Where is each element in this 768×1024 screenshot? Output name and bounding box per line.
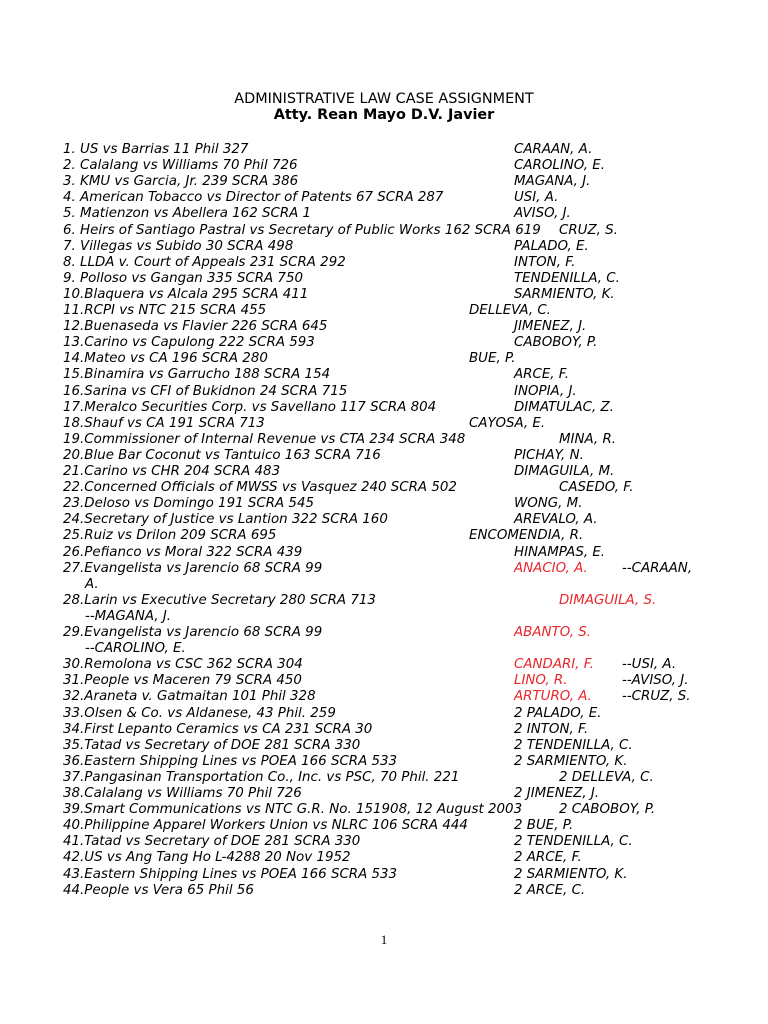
- case-row: [0, 818, 768, 834]
- new-assignee-name: ABANTO, S.: [514, 625, 591, 640]
- case-row: [0, 802, 768, 818]
- case-row: [0, 335, 768, 351]
- case-title: 27.Evangelista vs Jarencio 68 SCRA 99: [63, 560, 323, 576]
- case-row: [0, 706, 768, 722]
- case-row: [0, 303, 768, 319]
- assignee-name: 2 ARCE, C.: [514, 882, 586, 898]
- case-title: 16.Sarina vs CFI of Bukidnon 24 SCRA 715: [63, 383, 348, 399]
- assignee-name: ARCE, F.: [514, 367, 570, 383]
- case-row: [0, 367, 768, 383]
- case-row: [0, 142, 768, 158]
- assignee-name: PALADO, E.: [514, 238, 589, 254]
- assignee-name: 2 BUE, P.: [514, 818, 574, 834]
- previous-assignee-name: --CARAAN,: [622, 560, 693, 576]
- assignee-name: CARAAN, A.: [514, 142, 593, 157]
- case-title: 20.Blue Bar Coconut vs Tantuico 163 SCRA 716: [63, 447, 381, 463]
- case-row-reassigned: [0, 625, 768, 641]
- new-assignee-name: ANACIO, A.: [514, 560, 588, 576]
- case-title: 2. Calalang vs Williams 70 Phil 726: [63, 158, 298, 174]
- case-row: [0, 786, 768, 802]
- case-row: [0, 239, 768, 255]
- previous-assignee-name: --USI, A.: [622, 657, 677, 673]
- case-row: [0, 287, 768, 303]
- case-row: [0, 545, 768, 561]
- case-title: 43.Eastern Shipping Lines vs POEA 166 SCRA 533: [63, 866, 398, 882]
- case-row-reassigned: [0, 689, 768, 705]
- case-row-reassigned: [0, 673, 768, 689]
- case-title: 12.Buenaseda vs Flavier 226 SCRA 645: [63, 319, 328, 335]
- case-title: 4. American Tobacco vs Director of Patents 67 SCRA 287: [63, 190, 444, 206]
- case-title: 36.Eastern Shipping Lines vs POEA 166 SCRA 533: [63, 753, 398, 769]
- case-row: [0, 319, 768, 335]
- case-title: 14.Mateo vs CA 196 SCRA 280: [63, 351, 268, 367]
- case-row: [0, 223, 768, 239]
- new-assignee-name: ARTURO, A.: [514, 689, 592, 705]
- assignee-name: CASEDO, F.: [559, 480, 634, 496]
- assignee-name: CRUZ, S.: [559, 222, 618, 238]
- case-title: 17.Meralco Securities Corp. vs Savellano 117 SCRA 804: [63, 399, 437, 415]
- case-row-reassigned: [0, 657, 768, 673]
- document-subtitle: Atty. Rean Mayo D.V. Javier: [273, 107, 495, 123]
- case-title: 6. Heirs of Santiago Pastral vs Secretary of Public Works 162 SCRA 619: [63, 222, 541, 238]
- case-row: [0, 480, 768, 496]
- page-number: 1: [380, 932, 388, 947]
- case-row: [0, 432, 768, 448]
- assignee-name: BUE, P.: [469, 351, 516, 367]
- case-row: [0, 384, 768, 400]
- assignee-name: CAROLINO, E.: [514, 158, 606, 174]
- case-row: [0, 255, 768, 271]
- previous-assignee-name: --CAROLINO, E.: [85, 641, 186, 657]
- case-row: [0, 351, 768, 367]
- case-title: 9. Polloso vs Gangan 335 SCRA 750: [63, 270, 303, 286]
- case-row: [0, 206, 768, 222]
- assignee-name: PICHAY, N.: [514, 447, 584, 463]
- assignee-name: SARMIENTO, K.: [514, 286, 615, 302]
- assignee-name: AVISO, J.: [514, 206, 571, 222]
- case-row: [0, 464, 768, 480]
- assignee-name: DIMAGUILA, M.: [514, 464, 615, 479]
- assignee-name: JIMENEZ, J.: [514, 319, 587, 335]
- case-title: 18.Shauf vs CA 191 SCRA 713: [63, 415, 265, 431]
- new-assignee-name: CANDARI, F.: [514, 657, 594, 673]
- case-title: 8. LLDA v. Court of Appeals 231 SCRA 292: [63, 254, 346, 270]
- assignee-name: MAGANA, J.: [514, 174, 591, 190]
- case-row: [0, 738, 768, 754]
- case-title: 42.US vs Ang Tang Ho L-4288 20 Nov 1952: [63, 850, 351, 866]
- case-title: 37.Pangasinan Transportation Co., Inc. vs PSC, 70 Phil. 221: [63, 769, 460, 785]
- case-title: 30.Remolona vs CSC 362 SCRA 304: [63, 657, 303, 673]
- case-title: 5. Matienzon vs Abellera 162 SCRA 1: [63, 206, 312, 222]
- case-title: 13.Carino vs Capulong 222 SCRA 593: [63, 335, 315, 351]
- assignee-name: 2 PALADO, E.: [514, 705, 602, 721]
- assignee-name: CAYOSA, E.: [469, 415, 546, 431]
- case-row-continuation: [0, 609, 768, 625]
- case-title: 24.Secretary of Justice vs Lantion 322 SCRA 160: [63, 512, 388, 528]
- case-title: 41.Tatad vs Secretary of DOE 281 SCRA 330: [63, 834, 361, 850]
- assignee-name: ENCOMENDIA, R.: [469, 528, 584, 544]
- assignee-name: 2 INTON, F.: [514, 721, 589, 737]
- case-row: [0, 834, 768, 850]
- case-title: 10.Blaquera vs Alcala 295 SCRA 411: [63, 286, 309, 302]
- case-title: 28.Larin vs Executive Secretary 280 SCRA 713: [63, 592, 376, 608]
- case-row: [0, 496, 768, 512]
- new-assignee-name: DIMAGUILA, S.: [559, 592, 657, 608]
- case-row: [0, 174, 768, 190]
- case-title: 23.Deloso vs Domingo 191 SCRA 545: [63, 496, 314, 512]
- case-title: 40.Philippine Apparel Workers Union vs NLRC 106 SCRA 444: [63, 818, 468, 834]
- case-row: [0, 867, 768, 883]
- assignee-name: 2 DELLEVA, C.: [559, 769, 654, 785]
- previous-assignee-name: A.: [85, 576, 99, 592]
- assignee-name: WONG, M.: [514, 496, 583, 512]
- case-title: 19.Commissioner of Internal Revenue vs CTA 234 SCRA 348: [63, 431, 466, 447]
- case-row: [0, 850, 768, 866]
- case-row-continuation: [0, 577, 768, 593]
- case-title: 34.First Lepanto Ceramics vs CA 231 SCRA 30: [63, 721, 373, 737]
- assignee-name: HINAMPAS, E.: [514, 544, 606, 560]
- assignee-name: MINA, R.: [559, 431, 617, 447]
- previous-assignee-name: --AVISO, J.: [622, 673, 689, 689]
- assignee-name: DIMATULAC, Z.: [514, 399, 614, 415]
- new-assignee-name: LINO, R.: [514, 673, 568, 689]
- assignee-name: 2 CABOBOY, P.: [559, 802, 656, 818]
- document-title: ADMINISTRATIVE LAW CASE ASSIGNMENT: [234, 91, 534, 107]
- case-title: 21.Carino vs CHR 204 SCRA 483: [63, 464, 281, 479]
- case-row-reassigned: [0, 561, 768, 577]
- case-title: 3. KMU vs Garcia, Jr. 239 SCRA 386: [63, 174, 299, 190]
- assignee-name: TENDENILLA, C.: [514, 270, 620, 286]
- assignee-name: 2 ARCE, F.: [514, 850, 582, 866]
- case-row: [0, 448, 768, 464]
- assignee-name: INOPIA, J.: [514, 383, 577, 399]
- assignee-name: 2 TENDENILLA, C.: [514, 737, 633, 753]
- assignee-name: 2 TENDENILLA, C.: [514, 834, 633, 850]
- case-title: 22.Concerned Officials of MWSS vs Vasquez 240 SCRA 502: [63, 480, 457, 496]
- case-title: 31.People vs Maceren 79 SCRA 450: [63, 673, 302, 689]
- assignee-name: CABOBOY, P.: [514, 335, 598, 351]
- case-title: 11.RCPI vs NTC 215 SCRA 455: [63, 303, 267, 318]
- case-row: [0, 190, 768, 206]
- case-title: 38.Calalang vs Williams 70 Phil 726: [63, 786, 302, 801]
- case-row: [0, 158, 768, 174]
- assignee-name: 2 SARMIENTO, K.: [514, 753, 628, 769]
- case-title: 1. US vs Barrias 11 Phil 327: [63, 142, 249, 157]
- assignee-name: 2 SARMIENTO, K.: [514, 866, 628, 882]
- case-row: [0, 416, 768, 432]
- assignee-name: USI, A.: [514, 190, 559, 206]
- assignee-name: AREVALO, A.: [514, 512, 598, 528]
- case-title: 33.Olsen & Co. vs Aldanese, 43 Phil. 259: [63, 705, 336, 721]
- case-row: [0, 883, 768, 899]
- case-title: 44.People vs Vera 65 Phil 56: [63, 882, 254, 898]
- case-row: [0, 770, 768, 786]
- previous-assignee-name: --MAGANA, J.: [85, 608, 172, 624]
- case-title: 32.Araneta v. Gatmaitan 101 Phil 328: [63, 689, 316, 705]
- case-row-reassigned: [0, 593, 768, 609]
- case-row: [0, 271, 768, 287]
- case-title: 26.Pefianco vs Moral 322 SCRA 439: [63, 544, 303, 560]
- case-row-continuation: [0, 641, 768, 657]
- assignee-name: 2 JIMENEZ, J.: [514, 786, 600, 801]
- case-row: [0, 512, 768, 528]
- case-title: 25.Ruiz vs Drilon 209 SCRA 695: [63, 528, 277, 544]
- case-row: [0, 400, 768, 416]
- case-title: 29.Evangelista vs Jarencio 68 SCRA 99: [63, 625, 323, 640]
- case-title: 15.Binamira vs Garrucho 188 SCRA 154: [63, 367, 331, 383]
- case-title: 7. Villegas vs Subido 30 SCRA 498: [63, 238, 294, 254]
- case-title: 35.Tatad vs Secretary of DOE 281 SCRA 330: [63, 737, 361, 753]
- case-row: [0, 528, 768, 544]
- case-row: [0, 754, 768, 770]
- case-title: 39.Smart Communications vs NTC G.R. No. 151908, 12 August 2003: [63, 802, 523, 818]
- case-row: [0, 722, 768, 738]
- assignee-name: DELLEVA, C.: [469, 303, 551, 318]
- previous-assignee-name: --CRUZ, S.: [622, 689, 691, 705]
- assignee-name: INTON, F.: [514, 254, 576, 270]
